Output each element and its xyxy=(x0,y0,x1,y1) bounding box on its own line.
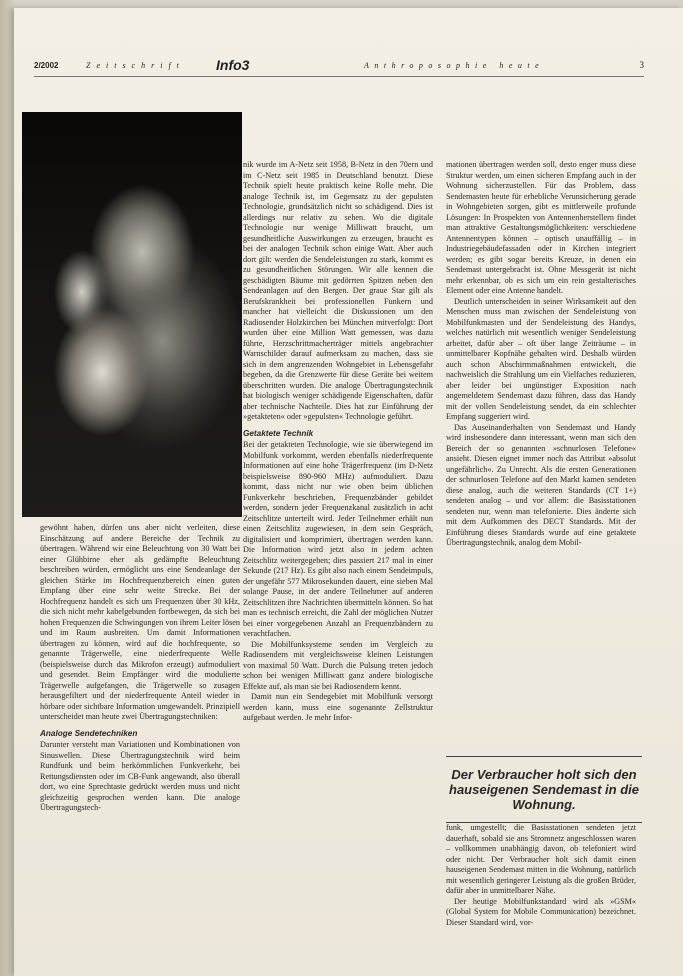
running-header xyxy=(34,57,644,76)
magazine-label: Zeitschrift xyxy=(86,61,185,70)
body-paragraph: Die Mobilfunksysteme senden im Vergleich zu Radiosendern mit vergleichsweise kleinen Leistungen von maximal 50 Watt. Durch die Pulsung treten jedoch schon bei wenigen Milliwatt ganz andere biologische Effekte auf, als man sie bei Radiosendern kennt. xyxy=(243,639,433,691)
header-rule xyxy=(34,76,644,77)
body-paragraph: Darunter versteht man Variationen und Kombinationen von Sinuswellen. Diese Übertragungstechnik wird beim Rundfunk und beim herkömmlichen Funkverkehr, bei Rettungsdiensten oder im CB-Funk angewandt, also überall dort, wo eine Sprechtaste gedrückt werden muss und nicht gleichzeitig gesprochen werden kann. Die analoge Übertragungstech- xyxy=(40,740,240,812)
body-paragraph: mationen übertragen werden soll, desto enger muss diese Struktur werden, um einen sicheren Empfang auch in der Wohnung sicherzustellen. Für das Problem, dass Sendemasten heute für erhebliche Verunsicherung gerade in Wohngebieten sorgen, gibt es mittlerweile profunde Lösungen: In Prospekten von Antennenherstellern findet man attraktive Gestaltungsmöglichkeiten: verschiedene Antennentypen können – optisch unauffällig – in Industriegebäudefassaden oder in Kirchen integriert werden; es gibt sogar bereits Kreuze, in denen ein Sendemast untergebracht ist. Ohne Messgerät ist nicht mehr erkennbar, ob es sich um ein rein gestalterisches Element oder eine Antenne handelt. xyxy=(446,160,636,295)
section-title: Anthroposophie heute xyxy=(364,61,545,70)
body-paragraph: Bei der getakteten Technologie, wie sie überwiegend im Mobilfunk vorkommt, werden ebenfalls niederfrequente Informationen auf eine hohe Trägerfrequenz (im D-Netz beispielsweise 890-960 MHz) aufmoduliert. Dazu kommt, dass nicht nur wie oben beim üblichen Funkverkehr beschrieben, Frequenzbänder gebildet werden, sondern jeder Frequenzkanal zusätzlich in acht Zeitschlitze unterteilt wird. Jeder Teilnehmer erhält nun einen Zeitschlitz zugewiesen, in dem sein Gespräch, digitalisiert und komprimiert, übertragen werden kann. Die Information wird jetzt also in jedem achten Zeitschlitz weitergegeben; dies passiert 217 mal in einer Sekunde (217 Hz). Es gibt also nach einem Sendeimpuls, der ungefähr 577 Mikrosekunden dauert, eine sieben Mal solange Pause, in der andere Teilnehmer auf anderen Zeitschlitzen ihre Nachrichten übermitteln können. So hat man es technisch erreicht, die Zahl der möglichen Nutzer bei einer vorgegebenen Anzahl an Frequenzbändern zu verachtfachen. xyxy=(243,440,433,638)
body-paragraph: Deutlich unterscheiden in seiner Wirksamkeit auf den Menschen muss man zwischen der Sendeleistung von Mobilfunkmasten und der Sendeleistung des Handys, welches natürlich mit wesentlich weniger Sendeleistung arbeitet, dafür aber – oft über lange Zeiträume – in unmittelbarer Kopfnähe gehalten wird. Deshalb würden auch schon Abschirmmaßnahmen entwickelt, die nachweislich die Strahlung um ein Vielfaches reduzieren, aber leider bei ungünstiger Exposition nach angemeldetem Sendemast dazu führen, dass das Handy mit der vollen Sendeleistung sendet, da ein schlechter Empfang suggeriert wird. xyxy=(446,296,636,421)
body-paragraph: Das Auseinanderhalten von Sendemast und Handy wird insbesondere dann interessant, wenn man sich den Bereich der so genannten »schnurlosen Telefone« ansieht. Diesen eignet immer noch das Attribut »absolut ungefährlich«. Zu Unrecht. Als die ersten Generationen der schnurlosen Telefone auf den Markt kamen sendeten diese analog, auch die weiteren Standards (CT 1+) sendeten analog – und vor allem: die Basisstationen sendeten nur, wenn man telefonierte. Dies änderte sich mit dem Aufkommen des DECT Standards. Mit der Einführung dieses Standards wurde auf eine getaktete Übertragungstechnik, analog dem Mobil- xyxy=(446,422,636,547)
article-column-1 xyxy=(40,523,240,814)
body-paragraph: funk, umgestellt; die Basisstationen sendeten jetzt dauerhaft, sobald sie ans Stromnetz angeschlossen waren – vollkommen unabhängig davon, ob telefoniert wird oder nicht. Der Verbraucher holt sich damit einen hauseigenen Sendemast mitten in die Wohnung, natürlich mit wesentlich geringerer Leistung als die großen Brüder, dafür aber in unmittelbarer Nähe. xyxy=(446,823,636,895)
xray-skull-photo xyxy=(22,112,242,517)
issue-number: 2/2002 xyxy=(34,61,59,70)
article-column-3-continued xyxy=(446,823,636,928)
article-column-2 xyxy=(243,160,433,724)
subheading: Getaktete Technik xyxy=(243,428,314,438)
body-paragraph: gewöhnt haben, dürfen uns aber nicht verleiten, diese Einschätzung auf andere Bereiche der Technik zu übertragen. Während wir eine Beleuchtung von 30 Watt bei einer Glühbirne eher als gedämpfte Beleuchtung beschreiben würden, ermöglicht uns eine Sendeanlage der gleichen Stärke im Hochfrequenzbereich einen guten Empfang über eine sehr weite Strecke. Bei der Hochfrequenz handelt es sich um Frequenzen über 30 kHz, die sich nicht mehr kabelgebunden fortbewegen, da sich bei hohen Frequenzen die Schwingungen von ihrem Leiter lösen und im Raum ausbreiten. Um damit Informationen übertragen zu können, wird auf die hochfrequente, so genannte Trägerwelle, eine niederfrequente Welle (beispielsweise durch das Mikrofon erzeugt) aufmoduliert und gesendet. Beim Empfänger wird die modulierte Trägerwelle aufgefangen, die Trägerwelle so zusagen herausgefiltert und der niederfrequente Anteil wieder in hörbare oder sichtbare Information umgewandelt. Prinzipiell unterscheidet man heute zwei Übertragungstechniken: xyxy=(40,523,240,721)
body-paragraph: Der heutige Mobilfunkstandard wird als »GSM« (Global System for Mobile Communication) bezeichnet. Dieser Standard wird, vor- xyxy=(446,896,636,927)
page-edge xyxy=(0,0,14,976)
pull-quote: Der Verbraucher holt sich den hauseigenen Sendemast in die Wohnung. xyxy=(446,756,642,823)
body-paragraph: nik wurde im A-Netz seit 1958, B-Netz in den 70ern und im C-Netz seit 1985 in Deutschland benutzt. Diese Technik spielt heute praktisch keine Rolle mehr. Die analoge Technik ist, im Gegensatz zu der gepulsten Technologie, grundsätzlich nicht so schädigend. Dies ist allerdings nur relativ zu sehen. Wo die digitale Technologie nur wenige Milliwatt braucht, um gesundheitliche Auswirkungen zu erzeugen, braucht es bei der analogen Technik schon einige Watt. Aber auch dort gilt: werden die Sendeleistungen zu stark, kommt es zu gesundheitlichen Störungen. Wir alle kennen die geschädigten Bäume mit gedörrten Spitzen neben den Sendeanlagen auf den Bergen. Der graue Star gilt als Berufskrankheit bei professionellen Funkern und mancher hat vielleicht die Diskussionen um den Radiosender Holzkirchen bei München mitverfolgt: Dort wurden über eine Million Watt gemessen, was dazu führte, Herzschrittmacherträger mittels angebrachter Warnschilder darauf aufmerksam zu machen, dass sie sich in dem angrenzenden Wohngebiet in Lebensgefahr begeben, da die Grenzwerte für diese Geräte bei weitem überschritten wurden. Die analoge Übertragungstechnik hat biologisch weniger schädigende Eigenschaften, dafür aber technische Nachteile. Dies hat zur Einführung der »getakteten« oder »gepulsten« Technologie geführt. xyxy=(243,160,433,421)
magazine-logo: Info3 xyxy=(216,57,250,73)
article-column-3 xyxy=(446,160,636,549)
subheading: Analoge Sendetechniken xyxy=(40,728,138,738)
page-number: 3 xyxy=(639,60,644,70)
body-paragraph: Damit nun ein Sendegebiet mit Mobilfunk versorgt werden kann, muss eine sogenannte Zellstruktur aufgebaut werden. Je mehr Infor- xyxy=(243,692,433,722)
